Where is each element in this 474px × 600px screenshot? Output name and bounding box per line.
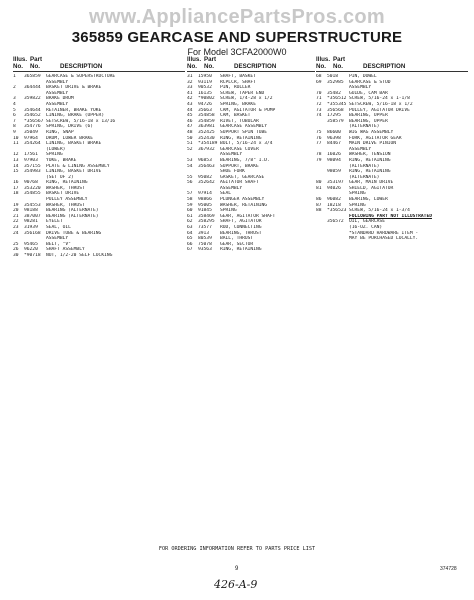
illus-number: 50	[187, 135, 193, 141]
document-code: 374728	[440, 566, 457, 572]
part-description: SHIELD, AGITATOR	[349, 185, 394, 191]
part-number: 86600	[327, 129, 341, 135]
illus-number: 32	[187, 79, 193, 85]
illus-number: 81	[316, 185, 322, 191]
header-part: Part	[204, 56, 217, 63]
part-description: (ALTERNATE)	[349, 124, 380, 130]
illus-number: 66	[187, 241, 193, 247]
part-description: SEAL	[220, 191, 232, 197]
part-number: *90802	[198, 96, 215, 102]
part-description: GASKET, GEARCASE	[220, 174, 265, 180]
illus-number: 78	[316, 152, 322, 158]
part-number: 354652	[24, 113, 41, 119]
part-number: 98094	[327, 157, 341, 163]
part-description: PIN, ROLLER	[220, 85, 251, 91]
part-description: SPRING	[349, 191, 366, 197]
illus-number: 70	[316, 90, 322, 96]
part-number: 352985	[327, 79, 344, 85]
header-illus: Illus.	[187, 56, 202, 63]
part-description: BEARING, LOWER	[349, 197, 388, 203]
part-description: WASHER, TENSION	[349, 152, 391, 158]
part-description: BASKET DRIVE	[46, 191, 80, 197]
part-description: NUT, 1/2-20 SELF LOCKING	[46, 253, 113, 258]
header-description: DESCRIPTION	[363, 63, 406, 70]
illus-number: 55	[187, 174, 193, 180]
illus-number: 46	[187, 118, 193, 124]
model-subtitle: For Model 3CFA2000W0	[187, 47, 287, 57]
header-no: No.	[187, 63, 197, 70]
illus-number: 7	[13, 118, 16, 124]
part-number: 98281	[24, 219, 38, 225]
part-description: BELT, "V"	[46, 241, 71, 247]
illus-number: 74	[316, 113, 322, 119]
page-number: 9	[235, 566, 239, 572]
illus-number: 43	[187, 101, 193, 107]
part-number: 354264	[24, 141, 41, 147]
ordering-info: FOR ORDERING INFORMATION REFER TO PARTS PRICE LIST	[158, 546, 316, 552]
part-number: *356523	[327, 208, 347, 214]
part-description: GEARCASE COVER	[220, 146, 259, 152]
header-rule	[13, 71, 185, 72]
header-illus: Illus.	[316, 56, 331, 63]
part-description: SUPPORT SPIN TUBE	[220, 129, 268, 135]
part-description: LINING, BRAKE (UPPER)	[46, 113, 105, 119]
part-description: CAM, BASKET	[220, 113, 251, 119]
part-number: 3913	[198, 230, 210, 236]
header-part: Part	[30, 56, 43, 63]
illus-number: 75	[316, 129, 322, 135]
part-description: GEARCASE & STUD	[349, 79, 391, 85]
part-number: 353197	[327, 180, 344, 186]
illus-number: 13	[13, 157, 19, 163]
part-description: (SET OF 2)	[46, 174, 74, 180]
part-number: 359822	[24, 96, 41, 102]
part-number: 356572	[327, 219, 344, 225]
illus-number: 65	[187, 236, 193, 242]
illus-number: 86	[316, 197, 322, 203]
part-description: SHAFT ASSEMBLY	[46, 247, 85, 253]
illus-number: 2	[13, 85, 16, 91]
illus-number: 47	[187, 124, 193, 130]
part-number: 35663	[198, 107, 212, 113]
parts-column-1	[13, 56, 185, 259]
part-number	[327, 236, 349, 242]
part-description: BEARING, UPPER	[349, 113, 388, 119]
part-number: 97964	[24, 135, 38, 141]
illus-number: 87	[316, 202, 322, 208]
illus-number: 22	[13, 219, 19, 225]
part-description: BRAKE DRUM	[46, 96, 74, 102]
illus-number: 63	[187, 225, 193, 231]
column-header	[187, 56, 315, 70]
part-description: BOLT, 5/16-24 x 3/4	[220, 141, 273, 147]
illus-number: 73	[316, 107, 322, 113]
part-description: RING, RETAINING	[349, 157, 391, 163]
part-number: 90768	[24, 180, 38, 186]
part-description: SCREW, 5/16-24 x 1-3/4	[349, 208, 410, 214]
part-number: 352642	[198, 180, 215, 186]
column-header	[13, 56, 185, 70]
site-watermark: www.AppliancePartsPros.com	[88, 6, 386, 28]
parts-list	[13, 74, 185, 259]
part-description: PULLEY ASSEMBLY	[46, 197, 88, 203]
illus-number: 71	[316, 96, 322, 102]
part-number: *354189	[198, 141, 218, 147]
part-description: SPRING	[46, 152, 63, 158]
illus-number: 61	[187, 213, 193, 219]
part-number: 354644	[24, 107, 41, 113]
parts-column-2	[187, 56, 315, 253]
part-description: WASHER, THRUST	[46, 202, 85, 208]
part-number: 84467	[327, 141, 341, 147]
illus-number: 64	[187, 230, 193, 236]
part-number: 35049	[24, 129, 38, 135]
part-number: *355345	[327, 101, 347, 107]
illus-number: 11	[13, 141, 19, 147]
illus-number: 4	[13, 101, 16, 107]
illus-number: 30	[13, 253, 19, 258]
part-description: OIL, GEARCASE	[349, 219, 385, 225]
part-number: 352425	[198, 129, 215, 135]
part-number: 5018	[327, 74, 339, 79]
part-description: BEARING, 7/8" I.D.	[220, 157, 270, 163]
part-number: 91845	[198, 208, 212, 214]
part-number: 98188	[24, 208, 38, 214]
illus-number: 68	[316, 74, 322, 79]
part-description: LINING, BASKET DRIVE	[46, 169, 102, 175]
part-number: 363981	[198, 124, 215, 130]
part-number: 96853	[198, 157, 212, 163]
part-description: RING, RETAINING	[349, 169, 391, 175]
illus-number: 88	[316, 208, 322, 214]
header-no: No.	[13, 63, 23, 70]
illus-number: 9	[13, 129, 16, 135]
parts-list	[316, 74, 468, 242]
part-number: 94726	[198, 101, 212, 107]
part-description: MAY BE PURCHASED LOCALLY.	[349, 236, 419, 242]
part-description: RCPLCR, SHAFT	[220, 79, 256, 85]
header-part-no: No.	[333, 63, 343, 70]
illus-number: 56	[187, 180, 193, 186]
part-number: 354855	[24, 191, 41, 197]
handwritten-note: 426-A-9	[214, 578, 258, 591]
part-number: 358295	[198, 219, 215, 225]
part-description: SPRING, BRAKE	[220, 101, 256, 107]
part-number: 18218	[327, 202, 341, 208]
part-description: SCREW, 5/16-24 x 1-1/8	[349, 96, 410, 102]
part-number: 16135	[198, 90, 212, 96]
parts-list	[187, 74, 315, 253]
illus-number: 8	[13, 124, 16, 130]
illus-number: 80	[316, 180, 322, 186]
part-description: CAM, AGITATOR & PUMP	[220, 107, 276, 113]
part-number: 93563	[198, 247, 212, 253]
part-number: 80539	[198, 236, 212, 242]
part-number: 96082	[327, 197, 341, 203]
part-description: SPRING	[349, 202, 366, 208]
part-description: ASSEMBLY	[349, 85, 372, 91]
part-number: *90718	[24, 253, 41, 258]
header-description: DESCRIPTION	[60, 63, 103, 70]
part-description: PLATE & LINING ASSEMBLY	[46, 163, 110, 169]
part-number: 93119	[198, 79, 212, 85]
part-number: 357155	[24, 163, 41, 169]
part-number: 356168	[24, 230, 41, 236]
part-number: 354776	[24, 124, 41, 130]
header-part-no: No.	[204, 63, 214, 70]
part-description: BALL, THRUST	[220, 236, 254, 242]
illus-number: 23	[13, 225, 19, 231]
illus-number: 6	[13, 113, 16, 119]
part-description: SPRING, DRIVE (6)	[46, 124, 94, 130]
part-number: 96398	[327, 135, 341, 141]
part-description: (ALTERNATE)	[349, 174, 380, 180]
part-description: RING, SNAP	[46, 129, 74, 135]
part-number: 96220	[24, 247, 38, 253]
part-number: 97914	[198, 191, 212, 197]
part-description: ASSEMBLY	[46, 101, 69, 107]
illus-number: 52	[187, 146, 193, 152]
part-description: GEARCASE ASSEMBLY	[220, 124, 268, 130]
illus-number: 1	[13, 74, 16, 79]
header-illus: Illus.	[13, 56, 28, 63]
part-description: BASKET DRIVE & BRAKE	[46, 85, 102, 91]
illus-number: 17	[13, 185, 19, 191]
illus-number	[316, 236, 327, 242]
illus-number: 5	[13, 107, 16, 113]
part-description: SCREW, TAPER END	[220, 90, 265, 96]
illus-number: 57	[187, 191, 193, 197]
parts-row	[316, 236, 468, 242]
part-number: 16026	[327, 152, 341, 158]
part-description: RIVET, TUBULAR	[220, 118, 259, 124]
part-number: 352430	[198, 135, 215, 141]
illus-number: 79	[316, 157, 322, 163]
part-number: 94026	[327, 185, 341, 191]
illus-number: 59	[187, 202, 193, 208]
part-number: 354553	[24, 202, 41, 208]
part-description: (LOWER)	[46, 146, 66, 152]
illus-number: 10	[13, 135, 19, 141]
part-number: 75078	[198, 241, 212, 247]
part-number: *356512	[327, 96, 347, 102]
illus-number: 3	[13, 96, 16, 102]
part-number: 354983	[24, 169, 41, 175]
part-number: 356463	[198, 163, 215, 169]
part-description: SETSCREW, 5/16-18 x 1/2	[349, 101, 413, 107]
illus-number: 14	[13, 163, 19, 169]
part-number: 90532	[198, 85, 212, 91]
part-description: *STANDARD HARDWARE ITEM -	[349, 230, 419, 236]
part-description: SCREW, 1/4-28 x 1/2	[220, 96, 273, 102]
part-description: WASHER, THRUST	[46, 185, 85, 191]
illus-number: 76	[316, 135, 322, 141]
part-number: 17295	[327, 113, 341, 119]
part-number: 354859	[198, 118, 215, 124]
illus-number: 45	[187, 113, 193, 119]
header-part-no: No.	[30, 63, 40, 70]
illus-number: 15	[13, 169, 19, 175]
part-number: 15950	[198, 74, 212, 79]
part-description: LINING, BASKET BRAKE	[46, 141, 102, 147]
illus-number: 26	[13, 247, 19, 253]
part-description: RETAINER, BRAKE YOKE	[46, 107, 102, 113]
part-description: PLUNGER ASSEMBLY	[220, 197, 265, 203]
part-description: RING, RETAINING	[46, 180, 88, 186]
part-description: SEAL, OIL	[46, 225, 71, 231]
illus-number: 53	[187, 157, 193, 163]
part-number: 364444	[24, 85, 41, 91]
part-description: GEAR, SECTOR	[220, 241, 254, 247]
illus-number: 33	[187, 85, 193, 91]
illus-number: 54	[187, 163, 193, 169]
illus-number: 44	[187, 107, 193, 113]
part-description: BEARING, THRUST	[220, 230, 262, 236]
header-description: DESCRIPTION	[234, 63, 277, 70]
part-description: (ALTERNATE)	[349, 163, 380, 169]
part-number: 387007	[24, 213, 41, 219]
part-number: *356567	[24, 118, 44, 124]
part-description: FOLLOWING PART NOT ILLUSTRATED	[349, 213, 432, 219]
header-no: No.	[316, 63, 326, 70]
part-number: 365859	[24, 74, 41, 79]
part-description: EYELET	[46, 219, 63, 225]
part-number: 95005	[198, 202, 212, 208]
part-description: GEAR, AGITATOR SHAFT	[220, 213, 276, 219]
part-number: 35482	[327, 90, 341, 96]
part-description: WIG WAG ASSEMBLY	[349, 129, 394, 135]
part-description: SUPPORT, BRAKE	[220, 163, 259, 169]
part-description: ROD, CONNECTING	[220, 225, 262, 231]
part-description: GEARCASE & SUPERSTRUCTURE	[46, 74, 116, 79]
illus-number: 41	[187, 90, 193, 96]
part-description: RING, RETAINING	[220, 135, 262, 141]
part-number: 97903	[24, 157, 38, 163]
part-number: 98059	[327, 169, 341, 175]
part-description: BEARING, UPPER	[349, 118, 388, 124]
part-description: PIN, DOWEL	[349, 74, 377, 79]
illus-number: 51	[187, 141, 193, 147]
illus-number: 24	[13, 230, 19, 236]
parts-row	[187, 247, 315, 253]
part-description: ASSEMBLY	[349, 146, 372, 152]
part-description: ASSEMBLY	[46, 90, 69, 96]
part-description: PULLEY, AGITATOR DRIVE	[349, 107, 410, 113]
part-description: GUIDE, CAM BAR	[349, 90, 388, 96]
part-number: 354858	[198, 113, 215, 119]
part-number: 353220	[24, 185, 41, 191]
part-description: BEARING (ALTERNATE)	[46, 213, 99, 219]
illus-number: 60	[187, 208, 193, 214]
part-description: SPRING	[220, 208, 237, 214]
part-description: ASSEMBLY	[220, 185, 243, 191]
part-description: AGITATOR SHAFT	[220, 180, 259, 186]
part-description: MAIN DRIVE PINION	[349, 141, 397, 147]
part-number: 31939	[24, 225, 38, 231]
illus-number: 58	[187, 197, 193, 203]
part-description: BEARING (ALTERNATE)	[46, 208, 99, 214]
part-description: ASSEMBLY	[46, 236, 69, 242]
illus-number: 69	[316, 79, 322, 85]
part-description: ASSEMBLY	[46, 79, 69, 85]
part-description: SETSCREW, 5/16-18 x 13/16	[46, 118, 116, 124]
part-description: ASSEMBLY	[220, 152, 243, 158]
part-number: 98866	[198, 197, 212, 203]
part-number: 367932	[198, 146, 215, 152]
illus-number: 62	[187, 219, 193, 225]
column-header	[316, 56, 468, 70]
part-description: SHAFT, BASKET	[220, 74, 256, 79]
parts-column-3	[316, 56, 468, 242]
part-description: WASHER, RETAINING	[220, 202, 268, 208]
illus-number: 77	[316, 141, 322, 147]
part-description: (16-OZ. CAN)	[349, 225, 383, 231]
part-number: 17561	[24, 152, 38, 158]
part-number: 356568	[327, 107, 344, 113]
illus-number: 72	[316, 101, 322, 107]
part-number: 73577	[198, 225, 212, 231]
part-description: DRIVE TUBE & BEARING	[46, 230, 102, 236]
parts-row	[13, 253, 185, 259]
illus-number: 25	[13, 241, 19, 247]
illus-number: 20	[13, 208, 19, 214]
page-title: 365859 GEARCASE AND SUPERSTRUCTURE	[71, 29, 403, 46]
illus-number: 48	[187, 129, 193, 135]
part-description: FORK, AGITATOR GEAR	[349, 135, 402, 141]
header-part: Part	[333, 56, 346, 63]
part-description: RING, RETAINING	[220, 247, 262, 253]
illus-number: 67	[187, 247, 193, 253]
illus-number: 12	[13, 152, 19, 158]
part-description: SHAFT, AGITATOR	[220, 219, 262, 225]
part-description: SHOE FORK	[220, 169, 245, 175]
part-description: YOKE, BRAKE	[46, 157, 77, 163]
part-number: 95465	[24, 241, 38, 247]
illus-number: 19	[13, 202, 19, 208]
header-rule	[187, 71, 315, 72]
part-number: 95082	[198, 174, 212, 180]
header-rule	[316, 71, 468, 72]
illus-number: 31	[187, 74, 193, 79]
illus-number: 42	[187, 96, 193, 102]
illus-number: 16	[13, 180, 19, 186]
part-description: DRUM, LOWER BRAKE	[46, 135, 94, 141]
illus-number: 18	[13, 191, 19, 197]
part-number: 358469	[198, 213, 215, 219]
illus-number: 21	[13, 213, 19, 219]
part-description: GEAR, MAIN DRIVE	[349, 180, 394, 186]
part-number: 358579	[327, 118, 344, 124]
